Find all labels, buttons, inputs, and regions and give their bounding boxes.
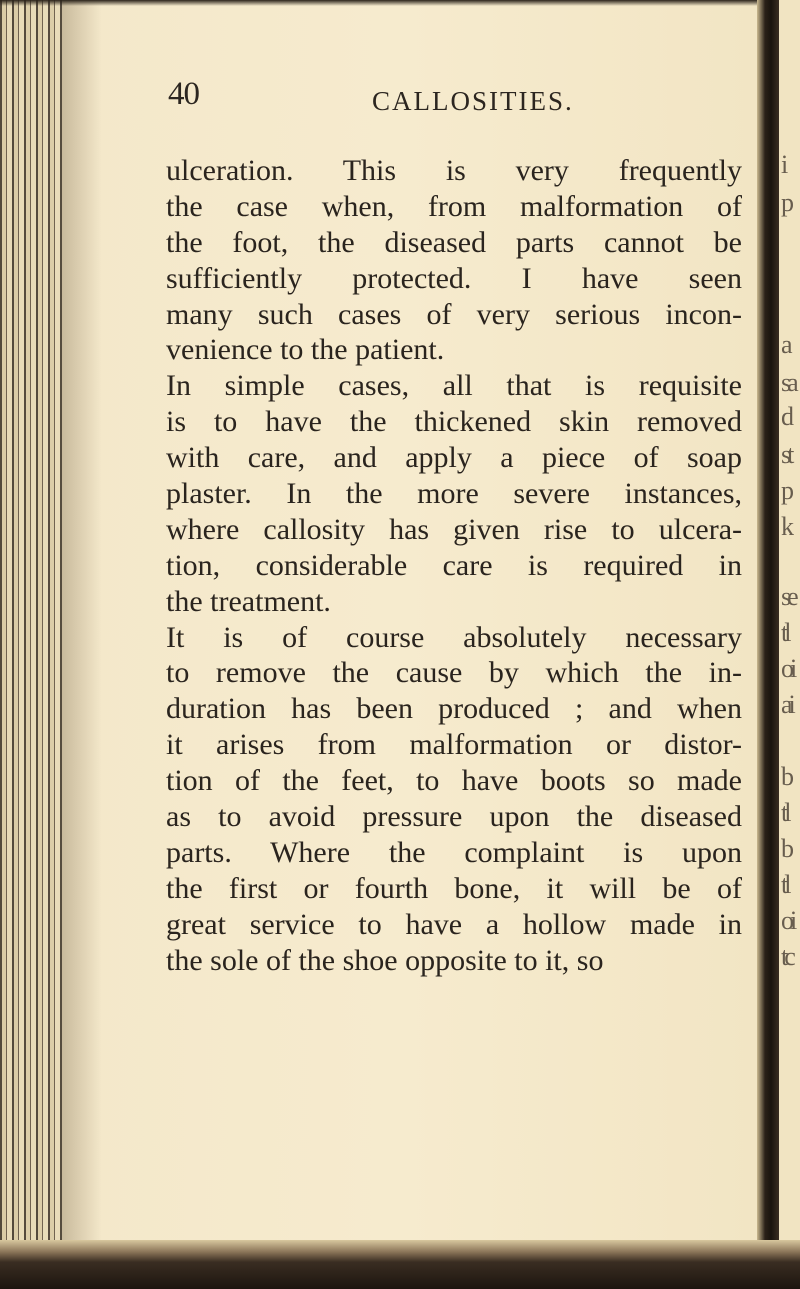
text-line: plaster. In the more severe instances,	[166, 477, 742, 511]
next-page-fragment: a	[781, 330, 789, 359]
bottom-page-edge	[0, 1240, 800, 1289]
next-page-fragment: oi	[781, 906, 794, 935]
next-page-fragment: ai	[781, 690, 792, 719]
next-page-fragment: st	[781, 440, 791, 469]
text-line: as to avoid pressure upon the diseased	[166, 800, 742, 834]
text-line: ulceration. This is very frequently	[166, 154, 742, 187]
binding-page-edges	[0, 0, 62, 1289]
next-page-fragment: p	[781, 188, 790, 217]
next-page-fragment: oi	[781, 654, 794, 683]
text-line: is to have the thickened skin removed	[166, 405, 742, 439]
text-line: It is of course absolutely necessary	[166, 620, 742, 654]
text-line: sufficiently protected. I have seen	[166, 261, 742, 295]
next-page-fragment: d	[781, 402, 790, 431]
text-line: it arises from malformation or distor-	[166, 728, 742, 762]
text-line: with care, and apply a piece of soap	[166, 441, 742, 475]
top-page-edge	[0, 0, 800, 6]
text-line: tion of the feet, to have boots so made	[166, 764, 742, 798]
page-number: 40	[168, 76, 199, 112]
next-page-fragment: tl	[781, 870, 788, 899]
text-line: In simple cases, all that is requisite	[166, 369, 742, 403]
text-line: duration has been produced ; and when	[166, 692, 742, 726]
binding-shadow	[62, 0, 102, 1289]
next-page-fragment: i	[781, 150, 785, 179]
text-line: many such cases of very serious incon-	[166, 297, 742, 331]
next-page-fragment: k	[781, 512, 790, 541]
text-line: the sole of the shoe opposite to it, so	[166, 943, 604, 977]
text-line: parts. Where the complaint is upon	[166, 835, 742, 869]
next-page-fragment: p	[781, 476, 790, 505]
text-line: the foot, the diseased parts cannot be	[166, 225, 742, 259]
running-head: CALLOSITIES.	[372, 86, 574, 116]
text-line: the case when, from malformation of	[166, 189, 742, 223]
text-line: where callosity has given rise to ulcera-	[166, 512, 742, 546]
next-page-fragment: tc	[781, 942, 792, 971]
next-page-fragment: tl	[781, 618, 788, 647]
text-line: tion, considerable care is required in	[166, 548, 742, 582]
next-page-fragment: tl	[781, 798, 788, 827]
next-page-fragment: b	[781, 762, 790, 791]
body-text	[166, 153, 742, 978]
next-page-edge	[779, 0, 800, 1289]
text-line: the first or fourth bone, it will be of	[166, 871, 742, 905]
text-line: venience to the patient.	[166, 333, 445, 367]
book-gutter	[757, 0, 779, 1289]
next-page-fragment: b	[781, 834, 790, 863]
text-line: to remove the cause by which the in-	[166, 656, 742, 690]
text-line: the treatment.	[166, 584, 331, 618]
next-page-fragment: se	[781, 582, 795, 611]
next-page-fragment: sa	[781, 368, 795, 397]
text-line: great service to have a hollow made in	[166, 907, 742, 941]
